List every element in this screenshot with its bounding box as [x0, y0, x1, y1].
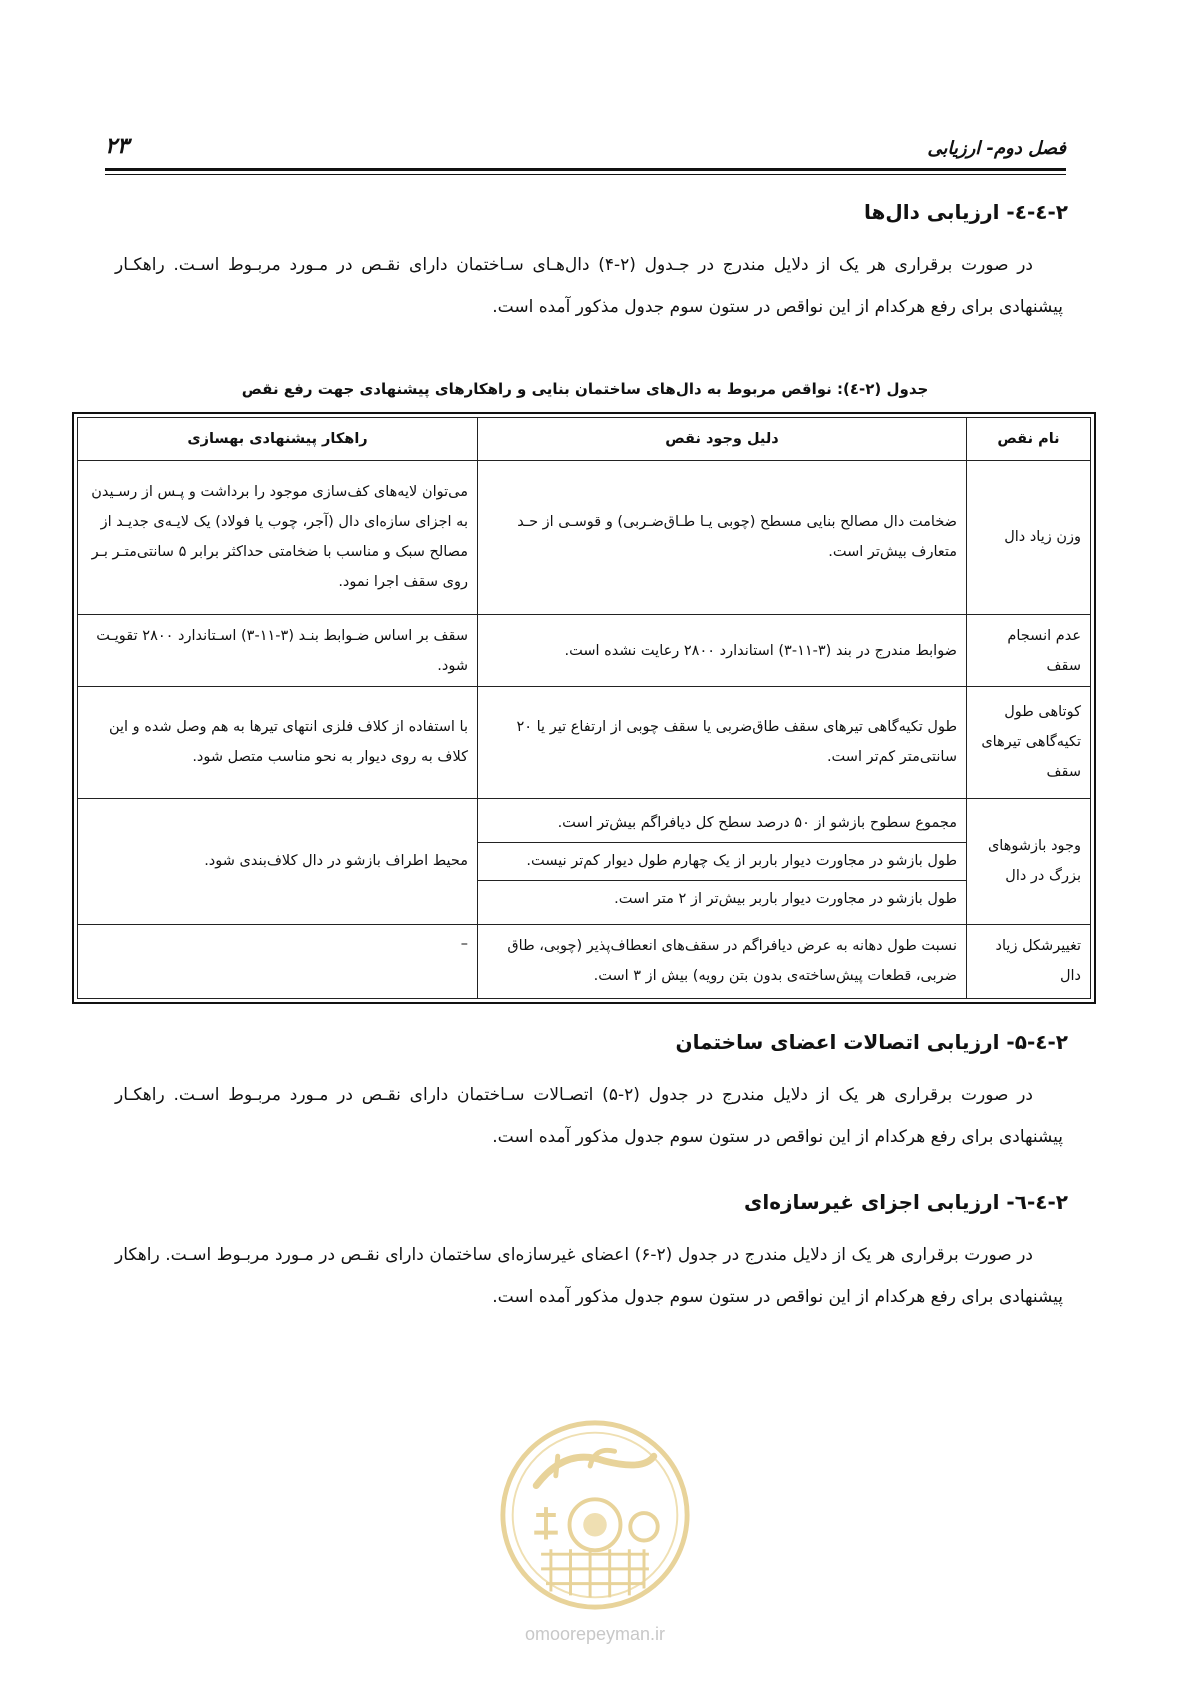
section-paragraph-connections	[115, 1074, 1063, 1158]
cause-line: طول بازشو در مجاورت دیوار باربر از یک چهارم طول دیوار کم‌تر نیست.	[478, 843, 966, 881]
defects-table-frame	[72, 412, 1096, 1004]
cause-line: طول بازشو در مجاورت دیوار باربر بیش‌تر از ۲ متر است.	[614, 890, 957, 907]
section-heading-nonstructural: ۲-٤-٦- ارزیابی اجزای غیرسازه‌ای	[744, 1190, 1068, 1214]
defect-name-cell: وزن زیاد دال	[967, 461, 1091, 615]
defect-cause-cell: نسبت طول دهانه به عرض دیافراگم در سقف‌های انعطاف‌پذیر (چوبی، طاق ضربی، قطعات پیش‌ساخته‌ی بدون بتن رویه) بیش از ۳ است.	[478, 924, 967, 998]
table-caption: جدول (۲-٤): نواقص مربوط به دال‌های ساختمان بنایی و راهکارهای پیشنهادی جهت رفع نقص	[241, 380, 929, 398]
section-paragraph-nonstructural	[115, 1234, 1063, 1318]
watermark-logo-icon	[497, 1417, 693, 1613]
table-row	[78, 798, 1091, 924]
header-defect-cause: دلیل وجود نقص	[478, 418, 967, 461]
header-defect-name: نام نقص	[967, 418, 1091, 461]
defect-cause-cell: ضوابط مندرج در بند (۳-۱۱-۳) استاندارد ۲۸۰۰ رعایت نشده است.	[478, 614, 967, 686]
table-row	[78, 461, 1091, 615]
paragraph-text: در صورت برقراری هر یک از دلایل مندرج در جدول (۲-۶) اعضای غیرسازه‌ای ساختمان دارای نقـص در مـورد مربـوط اسـت. راهکار پیشنهادی برای رفع هرکدام از این نواقص در ستون سوم جدول مذکور آمده است.	[115, 1245, 1063, 1307]
defect-name-cell: کوتاهی طول تکیه‌گاهی تیرهای سقف	[967, 687, 1091, 799]
table-row	[78, 687, 1091, 799]
table-row	[78, 924, 1091, 998]
defect-name-cell: وجود بازشوهای بزرگ در دال	[967, 798, 1091, 924]
paragraph-text: در صورت برقراری هر یک از دلایل مندرج در جدول (۲-۵) اتصـالات سـاختمان دارای نقـص در مـورد مربـوط اسـت. راهکـار پیشنهادی برای رفع هرکدام از این نواقص در ستون سوم جدول مذکور آمده است.	[115, 1085, 1063, 1147]
table-row	[78, 614, 1091, 686]
remedy-cell: –	[78, 924, 478, 998]
remedy-cell: با استفاده از کلاف فلزی انتهای تیرها به هم وصل شده و این کلاف به روی دیوار به نحو مناسب متصل شود.	[78, 687, 478, 799]
table-header-row	[78, 418, 1091, 461]
defect-name-cell: تغییرشکل زیاد دال	[967, 924, 1091, 998]
paragraph-text: در صورت برقراری هر یک از دلایل مندرج در جـدول (۲-۴) دال‌هـای سـاختمان دارای نقـص در مـورد مربـوط اسـت. راهکـار پیشنهادی برای رفع هرکدام از این نواقص در ستون سوم جدول مذکور آمده است.	[115, 255, 1063, 317]
header-rule-thick	[105, 168, 1066, 171]
defect-cause-cell: طول تکیه‌گاهی تیرهای سقف طاق‌ضربی یا سقف چوبی از ارتفاع تیر یا ۲۰ سانتی‌متر کم‌تر است.	[478, 687, 967, 799]
header-rule-thin	[105, 174, 1066, 175]
section-paragraph-slabs	[115, 244, 1063, 328]
section-heading-connections: ۲-٤-۵- ارزیابی اتصالات اعضای ساختمان	[675, 1030, 1068, 1054]
chapter-title: فصل دوم- ارزیابی	[927, 138, 1066, 159]
header-remedy: راهکار پیشنهادی بهسازی	[78, 418, 478, 461]
page-number: ۲۳	[105, 134, 129, 159]
defect-cause-cell: ضخامت دال مصالح بنایی مسطح (چوبی یـا طـاق‌ضـربی) و قوسـی از حـد متعارف بیش‌تر است.	[478, 461, 967, 615]
remedy-cell: می‌توان لایه‌های کف‌سازی موجود را برداشت و پـس از رسـیدن به اجزای سازه‌ای دال (آجر، چوب یا فولاد) یک لایـه‌ی جدیـد از مصالح سبک و مناسب با ضخامتی حداکثر برابر ۵ سانتی‌متـر بـر روی سقف اجرا نمود.	[78, 461, 478, 615]
remedy-cell: محیط اطراف بازشو در دال کلاف‌بندی شود.	[78, 798, 478, 924]
page-header	[105, 128, 1066, 174]
cause-line: مجموع سطوح بازشو از ۵۰ درصد سطح کل دیافراگم بیش‌تر است.	[478, 805, 966, 843]
defect-cause-cell	[478, 798, 967, 924]
remedy-cell: سقف بر اساس ضـوابط بنـد (۳-۱۱-۳) اسـتاندارد ۲۸۰۰ تقویـت شود.	[78, 614, 478, 686]
section-heading-slabs: ۲-٤-٤- ارزیابی دال‌ها	[863, 200, 1068, 224]
watermark-website: omoorepeyman.ir	[524, 1624, 666, 1644]
defects-table	[77, 417, 1091, 999]
defect-name-cell: عدم انسجام سقف	[967, 614, 1091, 686]
